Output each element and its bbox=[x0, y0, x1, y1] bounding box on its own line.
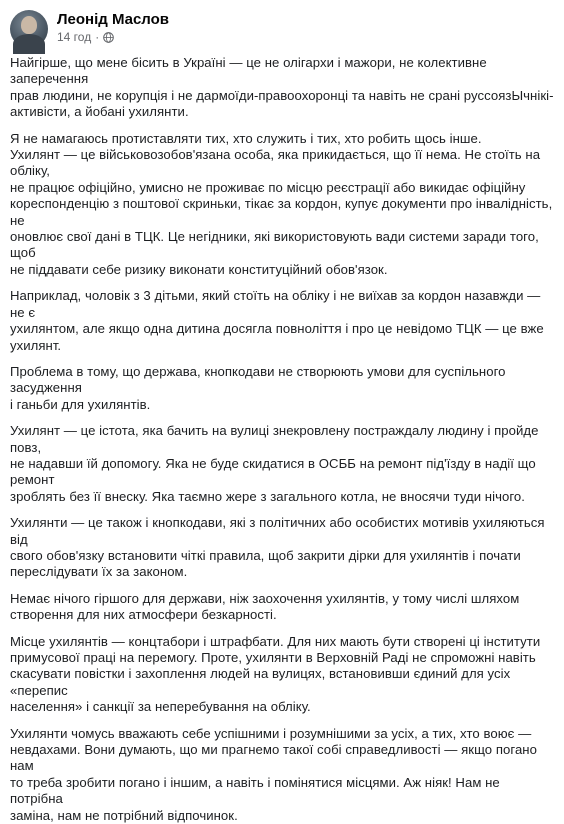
author-name[interactable]: Леонід Маслов bbox=[57, 11, 170, 28]
globe-icon[interactable] bbox=[103, 32, 114, 43]
post-paragraph: Ухилянти — це також і кнопкодави, які з політичних або особистих мотивів ухиляються від свого обов'язку встановити чіткі правила, щоб закрити дірки для ухилянтів і почати переслідувати їх за законом. bbox=[10, 515, 545, 580]
post-paragraph: Ухилянти чомусь вважають себе успішними і розумнішими за усіх, а тих, хто воює — невдахами. Вони думають, що ми прагнемо такої собі справедливості — якщо погано нам то треба зробити погано і іншим, а навіть і помінятися місцями. Аж ніяк! Нам не потрібна заміна, нам не потрібний відпочинок. bbox=[10, 725, 537, 823]
post-body bbox=[10, 55, 556, 824]
post-paragraph: Я не намагаюсь протиставляти тих, хто служить і тих, хто робить щось інше. Ухилянт — це військовозобов'язана особа, яка прикидається, що її нема. Не стоїть на обліку, не працює офіційно, умисно не проживає по місцю реєстрації або викидає офіційну кореспонденцію з поштової скриньки, тікає за кордон, купує документи про інвалідність, не оновлює свої дані в ТЦК. Це негідники, які використовують вади системи заради того, щоб не піддавати себе ризику виконати конституційний обов'язок. bbox=[10, 130, 553, 277]
avatar-shoulders bbox=[13, 34, 45, 54]
post-header bbox=[10, 10, 556, 50]
post-paragraph: Ухилянт — це істота, яка бачить на вулиці знекровлену постраждалу людину і пройде повз, не надавши їй допомогу. Яка не буде скидатися в ОСББ на ремонт під'їзду в надії що ремонт зроблять без її внеску. Яка таємно жере з загального котла, не вносячи туди нічого. bbox=[10, 423, 539, 504]
post-meta bbox=[57, 29, 169, 45]
post-timestamp[interactable]: 14 год bbox=[57, 30, 92, 44]
author-meta bbox=[57, 10, 169, 45]
author-avatar[interactable] bbox=[10, 10, 48, 48]
post-paragraph: Проблема в тому, що держава, кнопкодави не створюють умови для суспільного засудження і ганьби для ухилянтів. bbox=[10, 363, 506, 412]
post-paragraph: Найгірше, що мене бісить в Україні — це не олігархи і мажори, не колективне заперечення прав людини, не корупція і не дармоїди-правоохоронці та навіть не срані руссоязЫчнікі- активісти, а йобані ухилянти. bbox=[10, 55, 554, 120]
post-paragraph: Місце ухилянтів — концтабори і штрафбати. Для них мають бути створені ці інститути примусової праці на перемогу. Проте, ухилянти в Верховній Раді не спроможні навіть скасувати повістки і захоплення людей на вулицях, встановивши єдиний для усіх «перепис населення» і санкції за неперебування на обліку. bbox=[10, 633, 541, 715]
post-paragraph: Немає нічого гіршого для держави, ніж заохочення ухилянтів, у тому числі шляхом створення для них атмосфери безкарності. bbox=[10, 590, 520, 623]
avatar-face bbox=[21, 16, 37, 34]
post-paragraph: Наприклад, чоловік з 3 дітьми, який стоїть на обліку і не виїхав за кордон назавжди — не є ухилянтом, але якщо одна дитина досягла повноліття і про це невідомо ТЦК — це вже ухилянт. bbox=[10, 288, 544, 353]
meta-separator: · bbox=[95, 30, 100, 44]
